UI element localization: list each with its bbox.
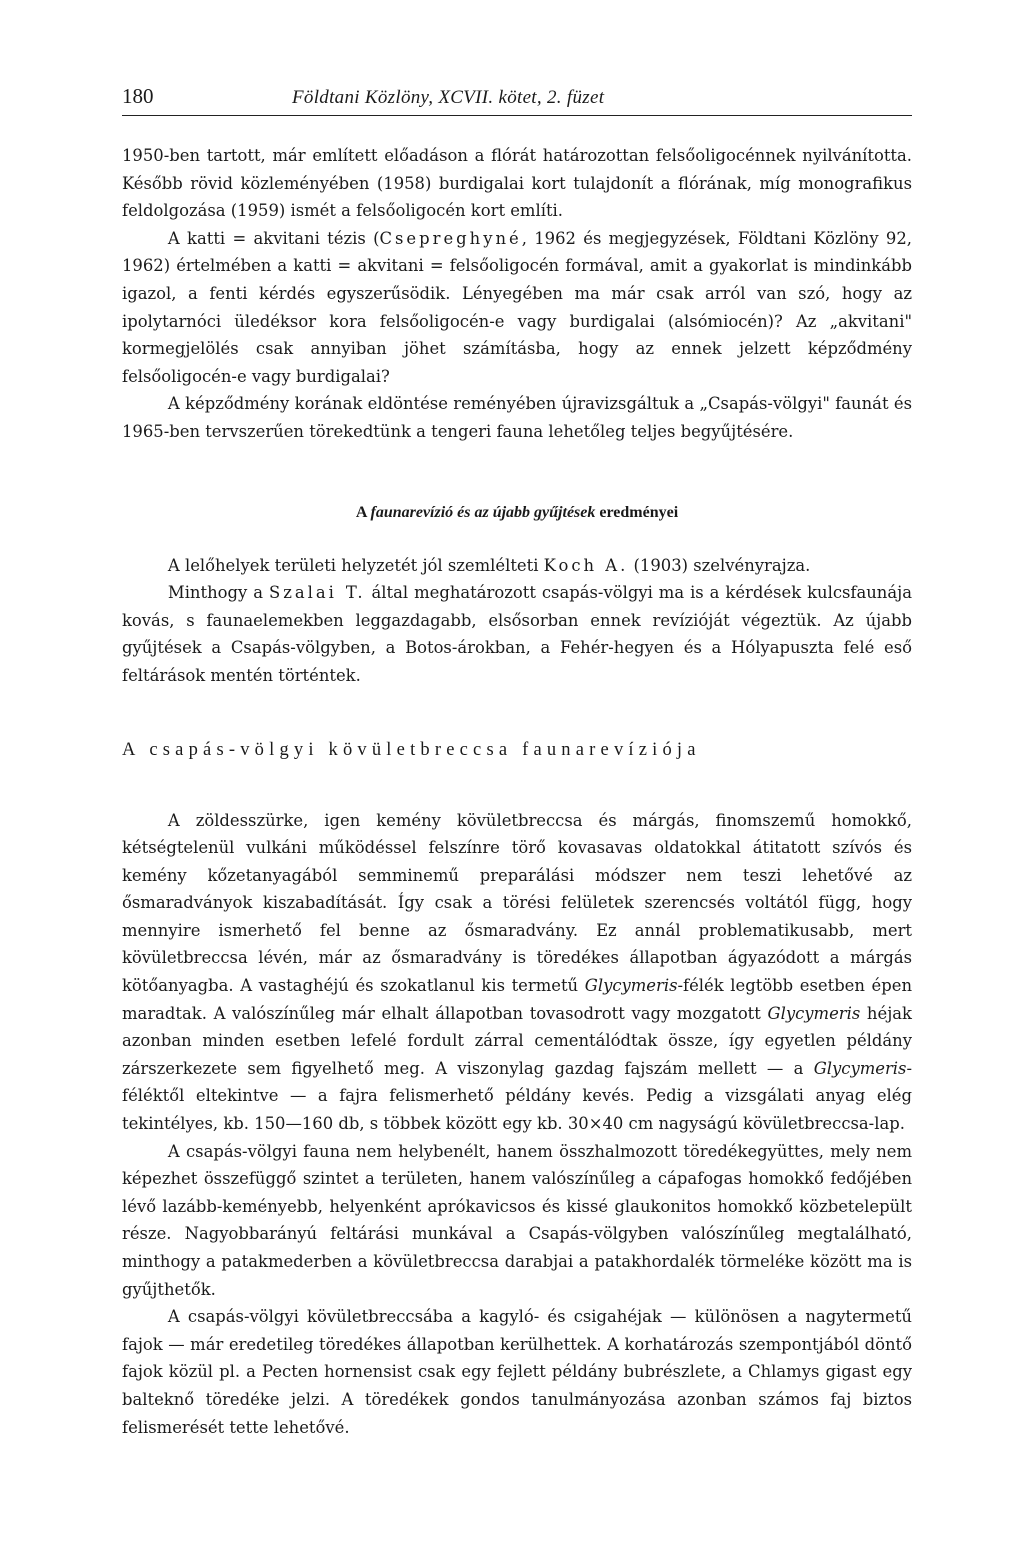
- section1-p1-start: A lelőhelyek területi helyzetét jól szemlélteti: [167, 555, 544, 575]
- section-heading-part-a: A: [355, 503, 371, 521]
- section1-paragraph-2: [122, 579, 912, 689]
- section2-paragraph-1: [122, 807, 912, 1138]
- intro-paragraph-1: 1950-ben tartott, már említett előadáson a flórát határozottan felsőoligocénnek nyilvánította. Később rövid közleményében (1958) burdigalai kort tulajdonít a flórának, míg monografikus feldolgozása (1959) ismét a felsőoligocén kort említi.: [122, 146, 912, 221]
- section1-p2-rest: által meghatározott csapás-völgyi ma is a kérdések kulcsfaunája kovás, s faunaelemekben leggazdagabb, elsősorban ennek revízióját végeztük. Az újabb gyűjtések a Csapás-völgyben, a Botos-árokban, a Fehér-hegyen és a Hólyapuszta felé eső feltárások mentén történtek.: [122, 583, 912, 685]
- document-page: [122, 84, 912, 1441]
- intro-p2-start: A katti = akvitani tézis (: [167, 228, 380, 248]
- section-heading-part-b: faunarevízió és az újabb gyűjtések: [370, 503, 596, 521]
- section1-paragraph-1: [122, 552, 912, 580]
- author-name-csepreghyne: Csepreghyné: [379, 228, 522, 248]
- section1-p2-start: Minthogy a: [167, 583, 269, 603]
- genus-glycymeris-2: Glycymeris: [767, 1003, 861, 1023]
- genus-glycymeris-3: Glycymeris: [813, 1058, 907, 1078]
- section-heading-part-c: eredményei: [595, 503, 679, 521]
- genus-glycymeris-1: Glycymeris: [584, 976, 678, 996]
- section2-p1-part-c: héjak azonban minden esetben lefelé fordult zárral cementálódtak össze, így egyetlen példány zárszerkezete sem figyelhető meg. A viszonylag gazdag fajszám mellett — a: [122, 1003, 912, 1078]
- section2-p1-part-d: -féléktől eltekintve — a fajra felismerhető példány kevés. Pedig a vizsgálati anyag elég tekintélyes, kb. 150—160 db, s többek között egy kb. 30×40 cm nagyságú kövületbreccsa-lap.: [122, 1058, 912, 1134]
- intro-paragraph-3: A képződmény korának eldöntése reményében újravizsgáltuk a „Csapás-völgyi" faunát és 1965-ben tervszerűen törekedtünk a tengeri fauna lehetőleg teljes begyűjtésére.: [122, 394, 912, 441]
- subsection-heading-kovuletbreccsa: A csapás-völgyi kövületbreccsa faunarevíziója: [122, 739, 701, 760]
- page-number: 180: [122, 84, 154, 108]
- running-header: [122, 84, 912, 116]
- section-heading-faunarevizio: [122, 504, 912, 522]
- section2-paragraph-2: A csapás-völgyi fauna nem helybenélt, hanem összhalmozott töredékegyüttes, mely nem képezhet összefüggő szintet a területen, hanem valószínűleg a cápafogas homokkő fedőjében lévő lazább-keményebb, helyenként aprókavicsos és kissé glaukonitos homokkő közbetelepült része. Nagyobbarányú feltárási munkával a Csapás-völgyben valószínűleg megtalálható, minthogy a patakmederben a kövületbreccsa darabjai a patakhordalék törmeléke között ma is gyűjthetők.: [122, 1141, 912, 1299]
- journal-title: Földtani Közlöny, XCVII. kötet, 2. füzet: [292, 87, 605, 108]
- section2-p1-part-a: A zöldesszürke, igen kemény kövületbreccsa és márgás, finomszemű homokkő, kétségtelenül vulkáni működéssel felszínre törő kovasavas oldatokkal átitatott szívós és kemény kőzetanyagából semminemű preparálási módszer nem teszi lehetővé az ősmaradványok kiszabadítását. Így csak a törési felületek szerencsés voltától függ, hogy mennyire ismerhető fel benne az ősmaradvány. Ez annál problematikusabb, mert kövületbreccsa lévén, már az ősmaradvány is töredékes állapotban ágyazódott a márgás kötőanyagba. A vastaghéjú és szokatlanul kis termetű: [122, 810, 912, 996]
- section2-paragraph-3: A csapás-völgyi kövületbreccsába a kagyló- és csigahéjak — különösen a nagytermetű fajok — már eredetileg töredékes állapotban kerülhettek. A korhatározás szempontjából döntő fajok közül pl. a Pecten hornensist csak egy fejlett példány bubrészlete, a Chlamys gigast egy balteknő töredéke jelzi. A töredékek gondos tanulmányozása azonban számos faj biztos felismerését tette lehetővé.: [122, 1307, 912, 1437]
- section1-p1-rest: (1903) szelvényrajza.: [628, 555, 811, 575]
- author-name-koch: Koch A.: [543, 555, 629, 575]
- author-name-szalai: Szalai T.: [268, 583, 366, 603]
- intro-paragraph-2: [122, 225, 912, 391]
- section2-p1-part-b: -félék legtöbb esetben épen maradtak. A valószínűleg már elhalt állapotban tovasodrott vagy mozgatott: [122, 976, 913, 1023]
- intro-p2-rest: , 1962 és megjegyzések, Földtani Közlöny 92, 1962) értelmében a katti = akvitani = felsőoligocén formával, amit a gyakorlat is mindinkább igazol, a fenti kérdés egyszerűsödik. Lényegében ma már csak arról van szó, hogy az ipolytarnóci üledéksor kora felsőoligocén-e vagy burdigalai (alsómiocén)? Az „akvitani" kormegjelölés csak annyiban jöhet számításba, hogy az ennek jelzett képződmény felsőoligocén-e vagy burdigalai?: [122, 228, 912, 386]
